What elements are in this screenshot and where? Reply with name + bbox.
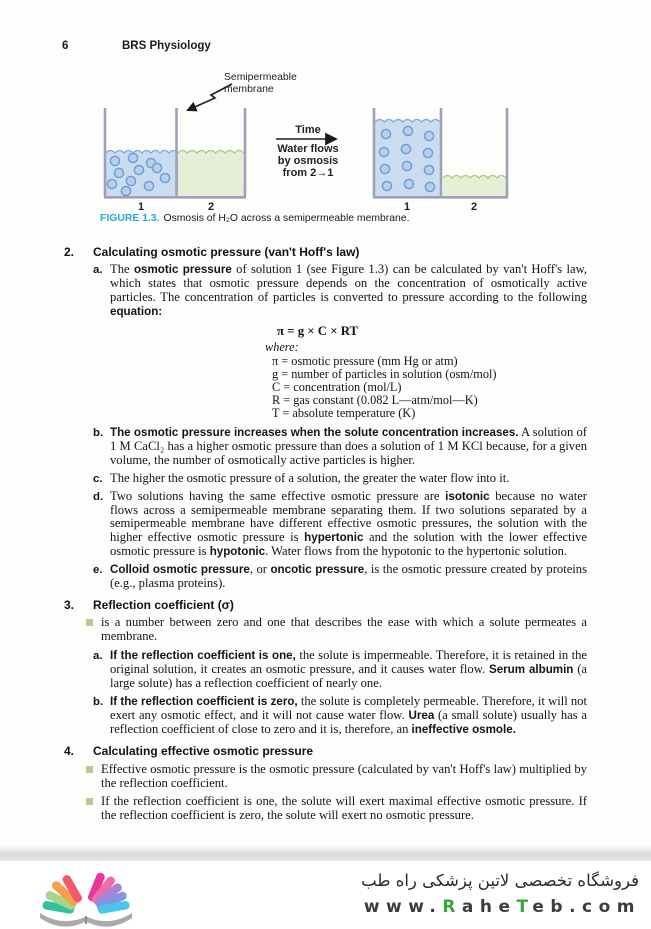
vant-hoff-equation: π = g × C × RT: [277, 323, 359, 338]
book-title: BRS Physiology: [122, 40, 211, 52]
legend-g: g = number of particles in solution (osm/mol): [272, 366, 497, 381]
page-number: 6: [62, 40, 69, 52]
equation-legend: [0, 341, 587, 420]
item-2b: [0, 426, 587, 468]
section-4-number: 4.: [64, 744, 75, 759]
membrane-label-line2: membrane: [224, 83, 274, 95]
section-4-bullet-2: [0, 795, 587, 823]
item-3b: [0, 695, 587, 737]
store-name-persian: فروشگاه تخصصی لاتین پزشکی راه طب: [361, 871, 639, 890]
section-4-bullet-1: [0, 763, 587, 791]
section-3-bullet: [0, 616, 587, 644]
item-2b-marker: b.: [93, 427, 104, 439]
logo-book-base: [40, 913, 132, 927]
section-3-title: Reflection coefficient (σ): [93, 597, 234, 612]
water-flow-label: [268, 143, 348, 180]
item-2e-marker: e.: [93, 564, 103, 577]
flow-line3: from 2→1: [282, 167, 334, 180]
item-2e: [0, 563, 587, 591]
green-square-bullet: [86, 766, 93, 773]
section-2-title: Calculating osmotic pressure (van't Hoff's law): [93, 245, 360, 259]
item-3b-text: If the reflection coefficient is zero, the solute is completely permeable. Therefore, it will not exert any osmotic effect, and it will not cause water flow. Urea (a small solute) usually has a reflection coefficient of close to zero and it is, therefore, an ineffective osmole.: [110, 694, 588, 737]
section-3-heading: [0, 599, 587, 613]
section-2-heading: [0, 246, 587, 260]
section-4-bullet-2-text: If the reflection coefficient is one, the solute will exert maximal effective osmotic pressure. If the reflection coefficient is zero, the solute will exert no osmotic pressure.: [101, 793, 587, 822]
item-2a-text: The osmotic pressure of solution 1 (see Figure 1.3) can be calculated by van't Hoff's law, which states that osmotic pressure depends on the concentration of osmotically active particles. The concentration of particles is converted to pressure according to the following equation:: [110, 261, 587, 318]
figure-caption: [100, 213, 409, 224]
section-4-title: Calculating effective osmotic pressure: [93, 744, 314, 759]
item-2d: [0, 490, 587, 560]
after-compartment2-label: 2: [470, 201, 478, 213]
figure-caption-number: FIGURE 1.3.: [100, 213, 160, 224]
item-2c: [0, 472, 587, 486]
page-cut-fade: [0, 845, 651, 862]
after-compartment1-label: 1: [403, 201, 411, 213]
item-3a: [0, 649, 587, 691]
item-2d-marker: d.: [93, 490, 104, 503]
item-3b-marker: b.: [93, 696, 104, 709]
beaker-before: [104, 108, 246, 197]
watermark-footer: [0, 861, 651, 929]
before-compartment2-label: 2: [207, 201, 215, 213]
item-2c-marker: c.: [93, 472, 103, 485]
membrane-label-line1: Semipermeable: [224, 72, 297, 83]
beaker-after: [373, 108, 508, 197]
page-body-text: [0, 246, 651, 823]
before-compartment1-label: 1: [137, 201, 145, 213]
section-3-bullet-text: is a number between zero and one that describes the ease with which a solute permeates a membrane.: [101, 614, 587, 643]
item-2d-text: Two solutions having the same effective osmotic pressure are isotonic because no water flows across a semipermeable membrane separating them. If two solutions separated by a semipermeable membrane have different effective osmotic pressures, the solution with the higher effective osmotic pressure is hypertonic and the solution with the lower effective osmotic pressure is hypotonic. Water flows from the hypotonic to the hypertonic solution.: [110, 488, 587, 559]
green-square-bullet: [86, 619, 93, 626]
legend-r: R = gas constant (0.082 L—atm/mol—K): [272, 392, 478, 407]
membrane-label: [224, 72, 297, 95]
section-4-bullet-1-text: Effective osmotic pressure is the osmotic pressure (calculated by van't Hoff's law) multiplied by the reflection coefficient.: [101, 762, 587, 790]
flow-line2: by osmosis: [277, 155, 339, 168]
section-3-number: 3.: [64, 597, 75, 612]
legend-pi: π = osmotic pressure (mm Hg or atm): [272, 353, 458, 368]
raheteb-logo-book-icon: [34, 869, 138, 927]
section-2-number: 2.: [64, 245, 75, 259]
item-3a-text: If the reflection coefficient is one, the solute is impermeable. Therefore, it is retained in the original solution, it creates an osmotic pressure, and it causes water flow. Serum albumin (a large solute) has a reflection coefficient of nearly one.: [110, 647, 587, 690]
osmosis-diagram: [0, 0, 651, 235]
item-2a: [0, 263, 587, 319]
where-label: where:: [265, 340, 299, 355]
raheteb-url-link[interactable]: www.RaheTeb.com: [363, 897, 641, 917]
section-4-heading: [0, 745, 587, 759]
logo-left-pages: [42, 874, 84, 915]
legend-c: C = concentration (mol/L): [272, 379, 402, 394]
time-label: Time: [295, 124, 321, 136]
item-2a-marker: a.: [93, 263, 103, 276]
item-2b-text: The osmotic pressure increases when the solute concentration increases. A solution of 1 M CaCl₂ has a higher osmotic pressure than does a solution of 1 M KCl because, for a given volume, the number of osmotically active particles is higher.: [110, 425, 587, 467]
flow-line1: Water flows: [277, 143, 339, 155]
item-3a-marker: a.: [93, 649, 103, 662]
item-2c-text: The higher the osmotic pressure of a solution, the greater the water flow into it.: [110, 470, 510, 485]
logo-right-pages: [87, 872, 130, 915]
figure-caption-text: Osmosis of H₂O across a semipermeable membrane.: [163, 213, 410, 224]
green-square-bullet: [86, 798, 93, 805]
item-2e-text: Colloid osmotic pressure, or oncotic pressure, is the osmotic pressure created by proteins (e.g., plasma proteins).: [110, 562, 587, 591]
legend-t: T = absolute temperature (K): [272, 405, 416, 420]
